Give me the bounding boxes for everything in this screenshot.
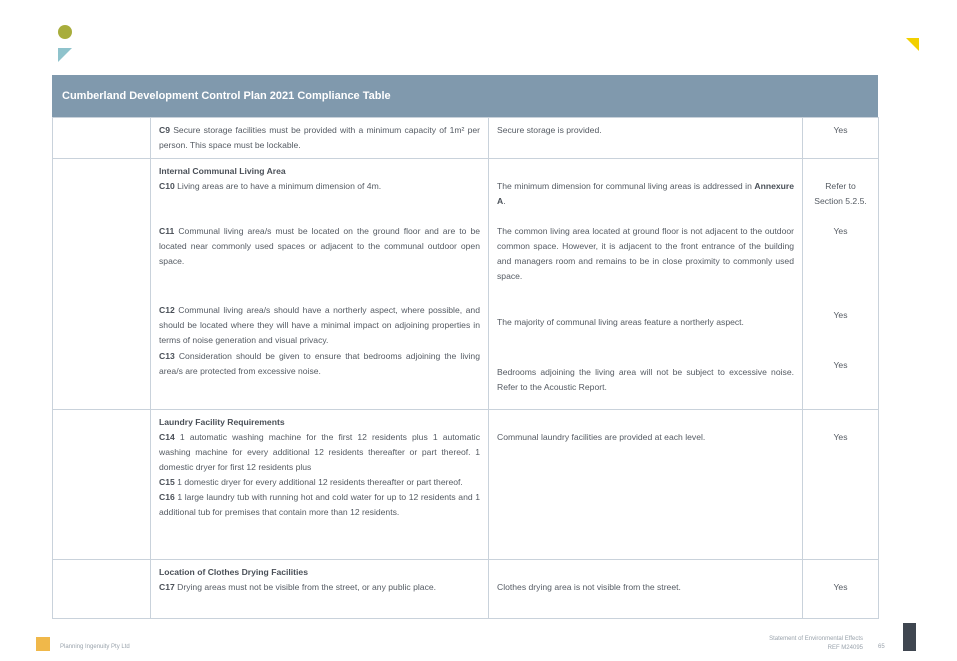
table-row xyxy=(53,118,879,159)
decorative-green-dot xyxy=(58,25,72,39)
response-cell: Secure storage is provided. xyxy=(489,118,803,159)
control-code: C15 xyxy=(159,477,175,487)
control-code: C12 xyxy=(159,305,175,315)
control-cell xyxy=(151,159,489,410)
control-cell xyxy=(151,118,489,159)
table-title: Cumberland Development Control Plan 2021 Compliance Table xyxy=(52,75,878,117)
control-text: Consideration should be given to ensure that bedrooms adjoining the living area/s are protected from excessive noise. xyxy=(159,351,480,376)
response-text: Bedrooms adjoining the living area will not be subject to excessive noise. Refer to the Acoustic Report. xyxy=(497,367,794,392)
control-text: 1 automatic washing machine for the first 12 residents plus 1 automatic washing machine for every additional 12 residents thereafter or part thereof. 1 domestic dryer for first 12 residents plus xyxy=(159,432,480,472)
table-row xyxy=(53,159,879,410)
control-code: C13 xyxy=(159,351,175,361)
response-text: The common living area located at ground floor is not adjacent to the outdoor common space. However, it is adjacent to the front entrance of the building and managers room and remains to be in close proximity to commonly used space. xyxy=(497,226,794,281)
compliance-grid xyxy=(52,117,879,619)
table-row xyxy=(53,560,879,619)
control-code: C10 xyxy=(159,181,175,191)
compliance-cell xyxy=(803,410,879,560)
compliance-value: Yes xyxy=(833,310,848,320)
section-heading: Location of Clothes Drying Facilities xyxy=(159,567,308,577)
compliance-value: Refer to Section 5.2.5. xyxy=(814,181,867,206)
footer-logo-square xyxy=(36,637,50,651)
compliance-value: Yes xyxy=(833,226,848,236)
compliance-table xyxy=(52,75,878,615)
annexure-reference: Annexure A xyxy=(497,181,794,206)
footer-company: Planning Ingenuity Pty Ltd xyxy=(60,644,130,650)
control-text: 1 domestic dryer for every additional 12 residents thereafter or part thereof. xyxy=(177,477,463,487)
control-code: C14 xyxy=(159,432,175,442)
response-text: Clothes drying area is not visible from the street. xyxy=(497,582,681,592)
control-code: C16 xyxy=(159,492,175,502)
compliance-cell xyxy=(803,560,879,619)
control-code: C9 xyxy=(159,125,170,135)
response-text: The minimum dimension for communal living areas is addressed in xyxy=(497,181,752,191)
control-text: Drying areas must not be visible from the street, or any public place. xyxy=(177,582,437,592)
control-code: C11 xyxy=(159,226,175,236)
section-heading: Internal Communal Living Area xyxy=(159,166,286,176)
footer-doc-title: Statement of Environmental Effects xyxy=(769,636,863,642)
footer-dark-bar xyxy=(903,623,916,651)
response-text: The majority of communal living areas feature a northerly aspect. xyxy=(497,317,744,327)
empty-cell xyxy=(53,560,151,619)
compliance-value: Yes xyxy=(833,432,848,442)
control-text: Communal living area/s should have a northerly aspect, where possible, and should be located where they will have a minimal impact on adjoining properties in terms of noise generation and visual privacy. xyxy=(159,305,480,345)
section-heading: Laundry Facility Requirements xyxy=(159,417,285,427)
empty-cell xyxy=(53,118,151,159)
control-cell xyxy=(151,560,489,619)
table-row xyxy=(53,410,879,560)
decorative-blue-triangle xyxy=(58,48,72,62)
control-text: Secure storage facilities must be provided with a minimum capacity of 1m² per person. This space must be lockable. xyxy=(159,125,480,150)
response-cell: The minimum dimension for communal living areas is addressed in Annexure A. The common living area located at ground floor is not adjacent to the outdoor common space. However, it is adjacent to the front entrance of the building and managers room and remains to be in close proximity to commonly used space. The majority of communal living areas feature a northerly aspect. Bedrooms adjoining the living area will not be subject to excessive noise. Refer to the Acoustic Report. xyxy=(489,159,803,410)
decorative-yellow-triangle xyxy=(906,38,919,51)
compliance-cell xyxy=(803,159,879,410)
control-cell xyxy=(151,410,489,560)
empty-cell xyxy=(53,410,151,560)
footer-reference: REF M24095 xyxy=(827,645,863,651)
control-text: Communal living area/s must be located on the ground floor and are to be located near commonly used spaces or adjacent to the communal outdoor open space. xyxy=(159,226,481,266)
response-cell xyxy=(489,560,803,619)
compliance-cell: Yes xyxy=(803,118,879,159)
response-cell xyxy=(489,410,803,560)
control-code: C17 xyxy=(159,582,175,592)
response-text: Communal laundry facilities are provided at each level. xyxy=(497,432,706,442)
compliance-value: Yes xyxy=(833,360,848,370)
page-number: 65 xyxy=(878,644,885,650)
control-text: Living areas are to have a minimum dimension of 4m. xyxy=(177,181,382,191)
compliance-value: Yes xyxy=(833,582,848,592)
footer-document-info xyxy=(769,635,863,653)
empty-cell xyxy=(53,159,151,410)
control-text: 1 large laundry tub with running hot and cold water for up to 12 residents and 1 additional tub for premises that contain more than 12 residents. xyxy=(159,492,481,517)
